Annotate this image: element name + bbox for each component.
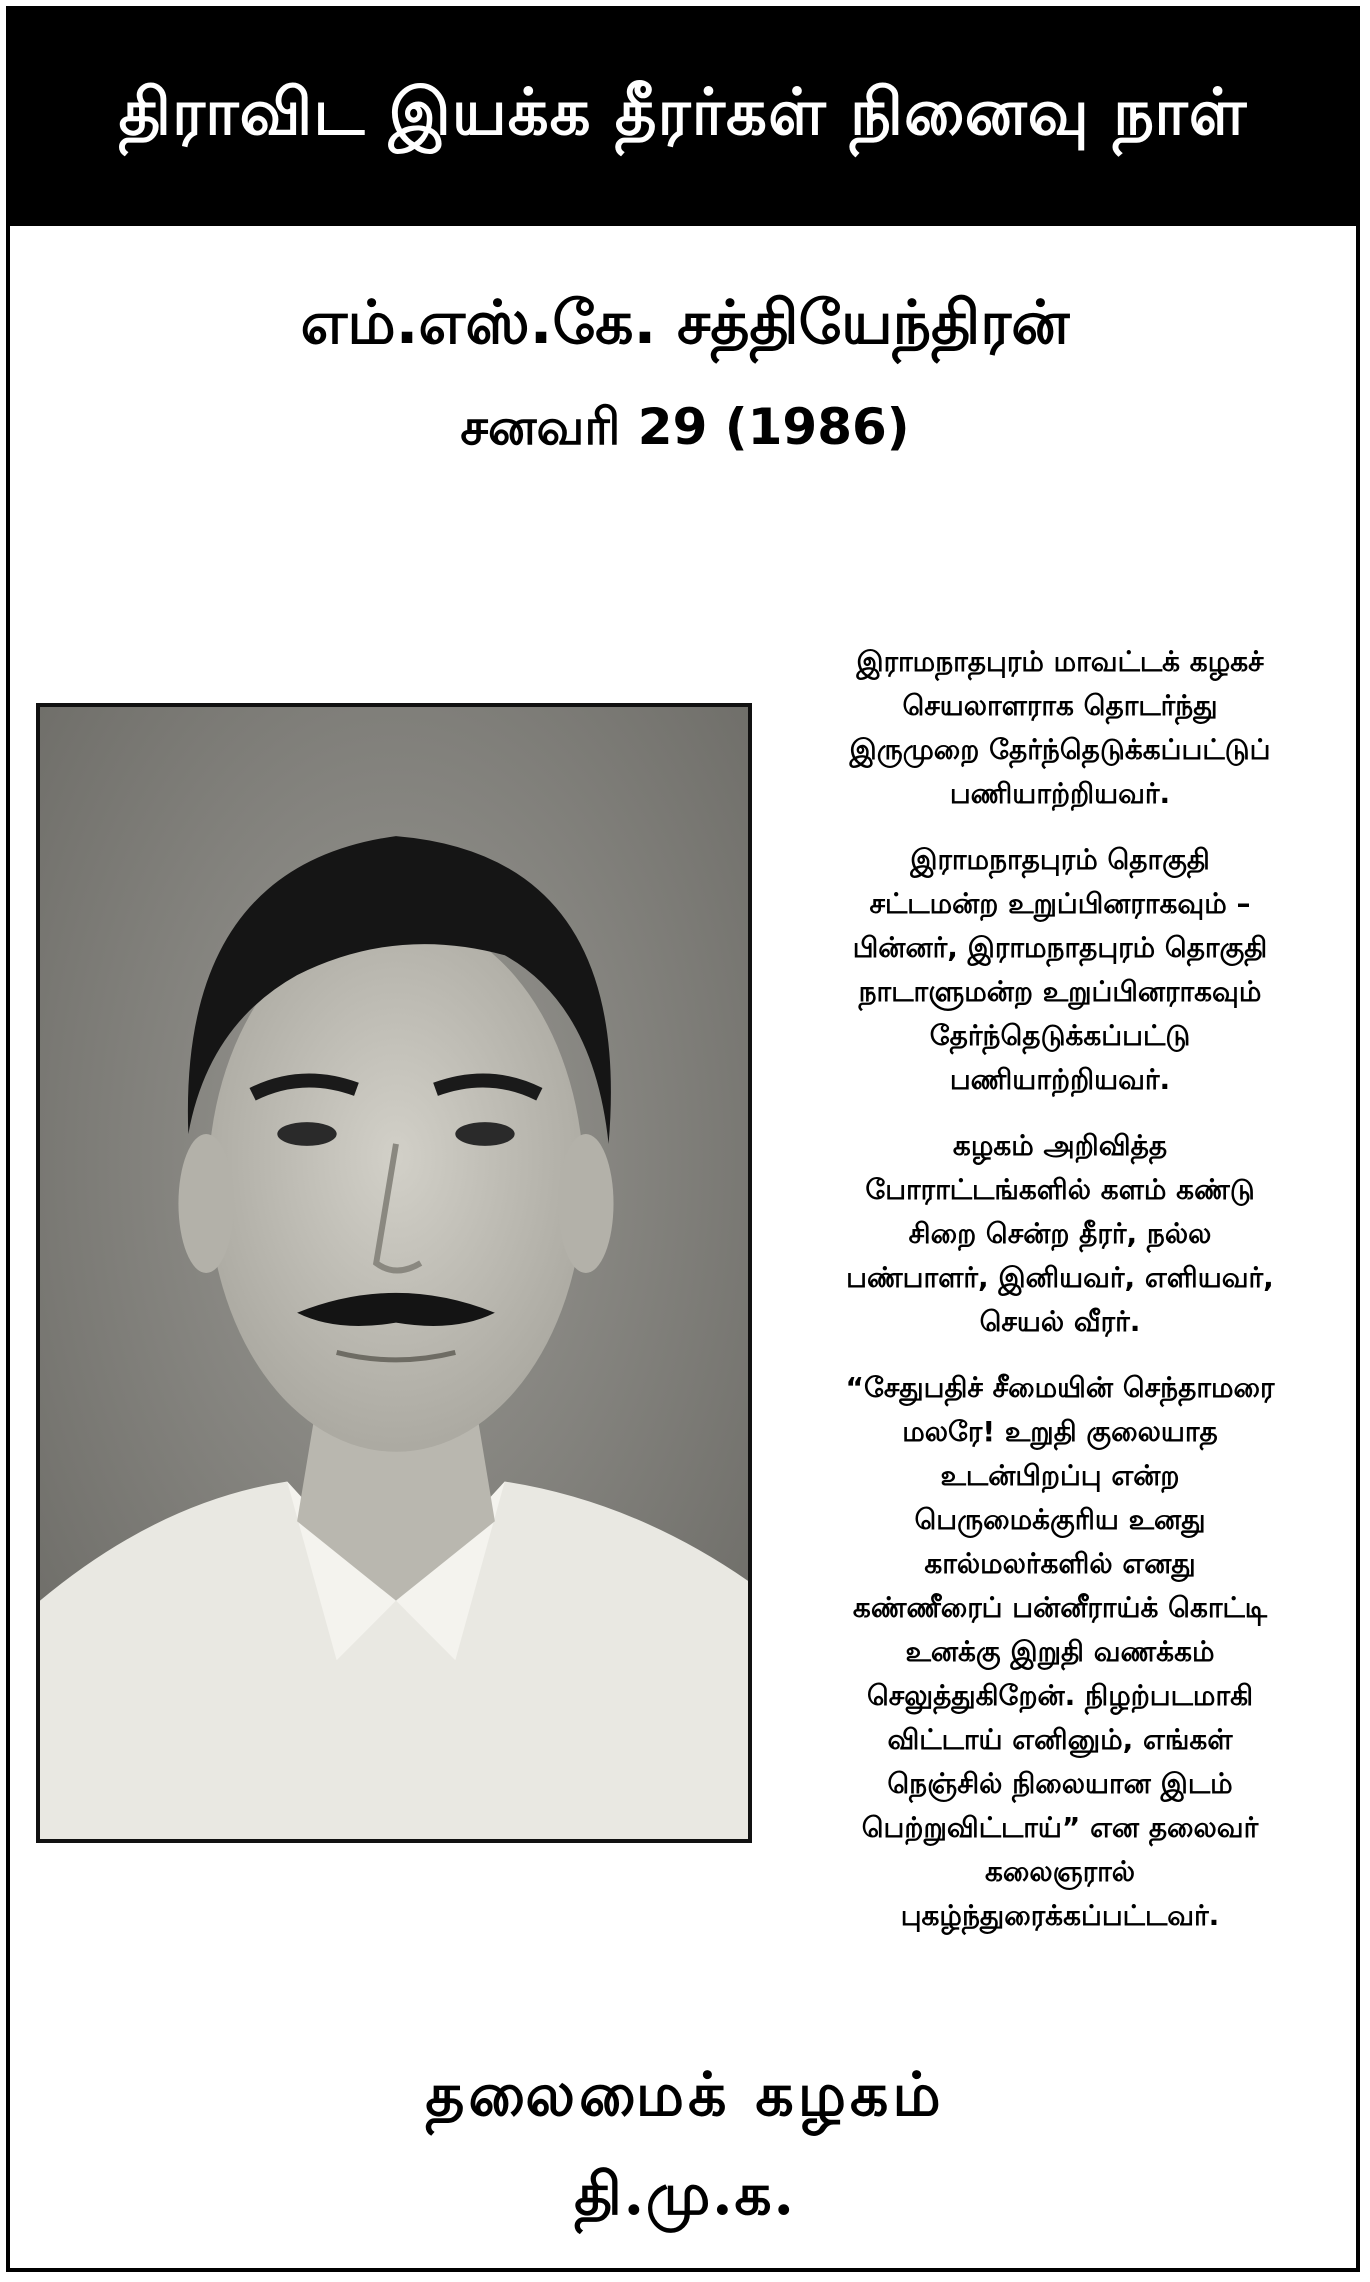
footer-party-name: தி.மு.க. [574, 2160, 796, 2228]
memorial-date: சனவரி 29 (1986) [460, 398, 910, 456]
banner-title: திராவிட இயக்க தீரர்கள் நினைவு நாள் [6, 6, 1360, 226]
portrait-photo [36, 703, 752, 1843]
footer-organization: தலைமைக் கழகம் [425, 2060, 945, 2130]
person-name: எம்.எஸ்.கே. சத்தியேந்திரன் [300, 288, 1070, 358]
portrait-illustration [40, 707, 748, 1839]
bio-paragraph: இராமநாதபுரம் மாவட்டக் கழகச் செயலாளராக தொடர்ந்து இருமுறை தேர்ந்தெடுக்கப்பட்டுப் பணியாற்றியவர். [849, 645, 1271, 810]
biography-text [780, 640, 1340, 1960]
bio-paragraph: இராமநாதபுரம் தொகுதி சட்டமன்ற உறுப்பினராகவும் – பின்னர், இராமநாதபுரம் தொகுதி நாடாளுமன்ற உறுப்பினராகவும் தேர்ந்தெடுக்கப்பட்டு பணியாற்றியவர். [852, 843, 1268, 1096]
bio-paragraph: கழகம் அறிவித்த போராட்டங்களில் களம் கண்டு சிறை சென்ற தீரர், நல்ல பண்பாளர், இனியவர், எளியவர், செயல் வீரர். [846, 1129, 1274, 1338]
bio-quote-paragraph: “சேதுபதிச் சீமையின் செந்தாமரை மலரே! உறுதி குலையாத உடன்பிறப்பு என்ற பெருமைக்குரிய உனது கால்மலர்களில் எனது கண்ணீரைப் பன்னீராய்க் கொட்டி உனக்கு இறுதி வணக்கம் செலுத்துகிறேன். நிழற்படமாகி விட்டாய் எனினும், எங்கள் நெஞ்சில் நிலையான இடம் பெற்றுவிட்டாய்” என தலைவர் கலைஞரால் புகழ்ந்துரைக்கப்பட்டவர். [845, 1371, 1275, 1932]
